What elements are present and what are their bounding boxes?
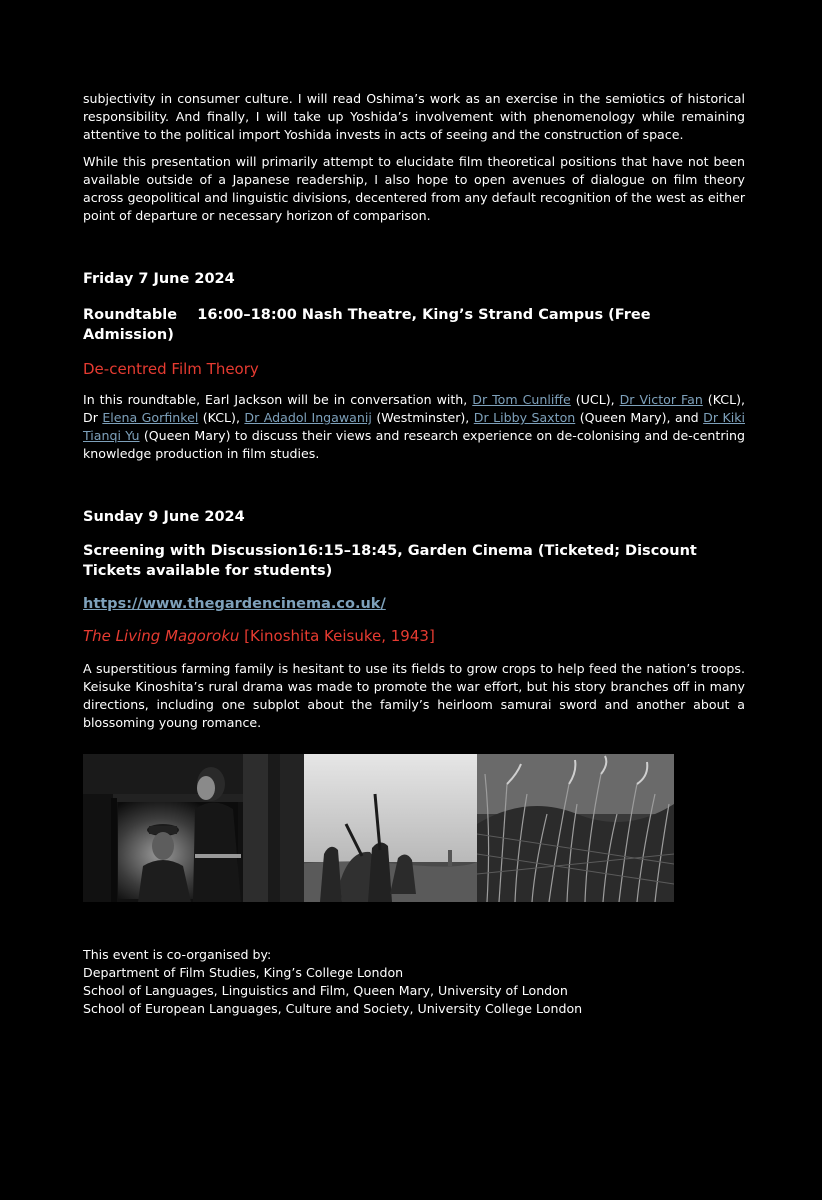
roundtable-text: (Westminster), [371, 410, 474, 425]
intro-paragraph-2: While this presentation will primarily attempt to elucidate film theoretical positions that have not been available outside of a Japanese readership, I also hope to open avenues of dialogue on film theory across geopolitical and linguistic divisions, decentered from any default recognition of the west as either point of departure or necessary horizon of comparison. [83, 154, 745, 223]
cinema-url-line [83, 593, 745, 614]
page-content [83, 90, 745, 1018]
link-adadol-ingawanij[interactable]: Dr Adadol Ingawanij [244, 410, 372, 425]
organisers [83, 946, 745, 1018]
organisers-intro: This event is co-organised by: [83, 947, 272, 962]
link-kiki-tianqi-yu[interactable]: Dr Kiki Tianqi Yu [83, 410, 745, 443]
roundtable-text: In this roundtable, Earl Jackson will be in conversation with, [83, 392, 473, 407]
friday-date: Friday 7 June 2024 [83, 271, 235, 287]
garden-cinema-link[interactable]: https://www.thegardencinema.co.uk/ [83, 596, 386, 612]
link-victor-fan[interactable]: Dr Victor Fan [619, 392, 703, 407]
film-stills [83, 754, 675, 902]
organiser-ucl: School of European Languages, Culture and Society, University College London [83, 1001, 583, 1016]
organiser-qmul: School of Languages, Linguistics and Film, Queen Mary, University of London [83, 983, 568, 998]
sunday-date: Sunday 9 June 2024 [83, 509, 245, 525]
screening-heading: Screening with Discussion16:15–18:45, Garden Cinema (Ticketed; Discount Tickets available for students) [83, 543, 697, 579]
film-title-line [83, 626, 745, 646]
intro-paragraph-1: subjectivity in consumer culture. I will read Oshima’s work as an exercise in the semiotics of historical responsibility. And finally, I will take up Yoshida’s involvement with phenomenology while remaining attentive to the political import Yoshida invests in acts of seeing and the construction of space. [83, 91, 745, 142]
link-elena-gorfinkel[interactable]: Elena Gorfinkel [102, 410, 199, 425]
film-still-grass [477, 754, 674, 902]
film-still-soldier [83, 754, 280, 902]
film-still-field [280, 754, 477, 902]
roundtable-text: (KCL), Dr [83, 392, 745, 425]
roundtable-heading: Roundtable 16:00–18:00 Nash Theatre, King’s Strand Campus (Free Admission) [83, 307, 651, 343]
roundtable-title: De-centred Film Theory [83, 360, 259, 378]
organiser-kcl: Department of Film Studies, King’s College London [83, 965, 404, 980]
link-tom-cunliffe[interactable]: Dr Tom Cunliffe [472, 392, 571, 407]
roundtable-text: (Queen Mary), and [575, 410, 704, 425]
roundtable-text: (Queen Mary) to discuss their views and research experience on de-colonising and de-centring knowledge production in film studies. [83, 428, 745, 461]
roundtable-text: (KCL), [198, 410, 245, 425]
roundtable-description [83, 391, 745, 463]
film-credit: [Kinoshita Keisuke, 1943] [239, 627, 435, 645]
film-description: A superstitious farming family is hesitant to use its fields to grow crops to help feed the nation’s troops. Keisuke Kinoshita’s rural drama was made to promote the war effort, but his story branches off in many directions, including one subplot about the family’s heirloom samurai sword and another about a blossoming young romance. [83, 661, 745, 730]
film-title: The Living Magoroku [83, 627, 240, 645]
link-libby-saxton[interactable]: Dr Libby Saxton [473, 410, 576, 425]
roundtable-text: (UCL), [570, 392, 620, 407]
